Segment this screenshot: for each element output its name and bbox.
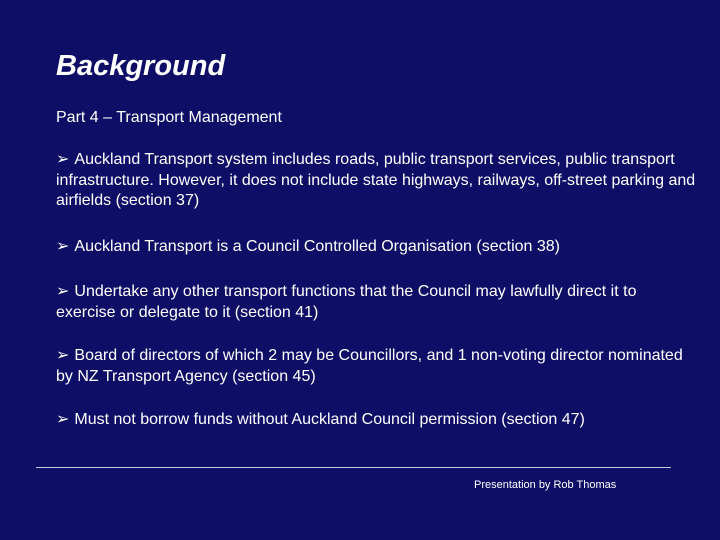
arrow-bullet-icon: ➢ (56, 411, 70, 428)
bullet-text: Must not borrow funds without Auckland Council permission (section 47) (74, 411, 585, 428)
footer-credit: Presentation by Rob Thomas (474, 479, 617, 491)
bullet-text: Auckland Transport system includes roads, public transport services, public transport infrastructure. However, it does not include state highways, railways, off-street parking and airfields (section 37) (56, 151, 696, 209)
bullet-item (56, 150, 696, 212)
arrow-bullet-icon: ➢ (56, 238, 70, 255)
bullet-text: Auckland Transport is a Council Controlled Organisation (section 38) (74, 238, 560, 255)
bullet-text: Board of directors of which 2 may be Councillors, and 1 non-voting director nominated by NZ Transport Agency (section 45) (56, 347, 683, 385)
footer-divider (36, 467, 671, 468)
arrow-bullet-icon: ➢ (56, 347, 70, 364)
bullet-item (56, 282, 696, 323)
bullet-item (56, 237, 696, 258)
arrow-bullet-icon: ➢ (56, 283, 70, 300)
arrow-bullet-icon: ➢ (56, 151, 70, 168)
bullet-text: Undertake any other transport functions that the Council may lawfully direct it to exercise or delegate to it (section 41) (56, 283, 637, 321)
bullet-item (56, 410, 696, 431)
slide-title: Background (56, 50, 226, 82)
bullet-item (56, 346, 696, 387)
slide-subtitle: Part 4 – Transport Management (56, 109, 282, 126)
